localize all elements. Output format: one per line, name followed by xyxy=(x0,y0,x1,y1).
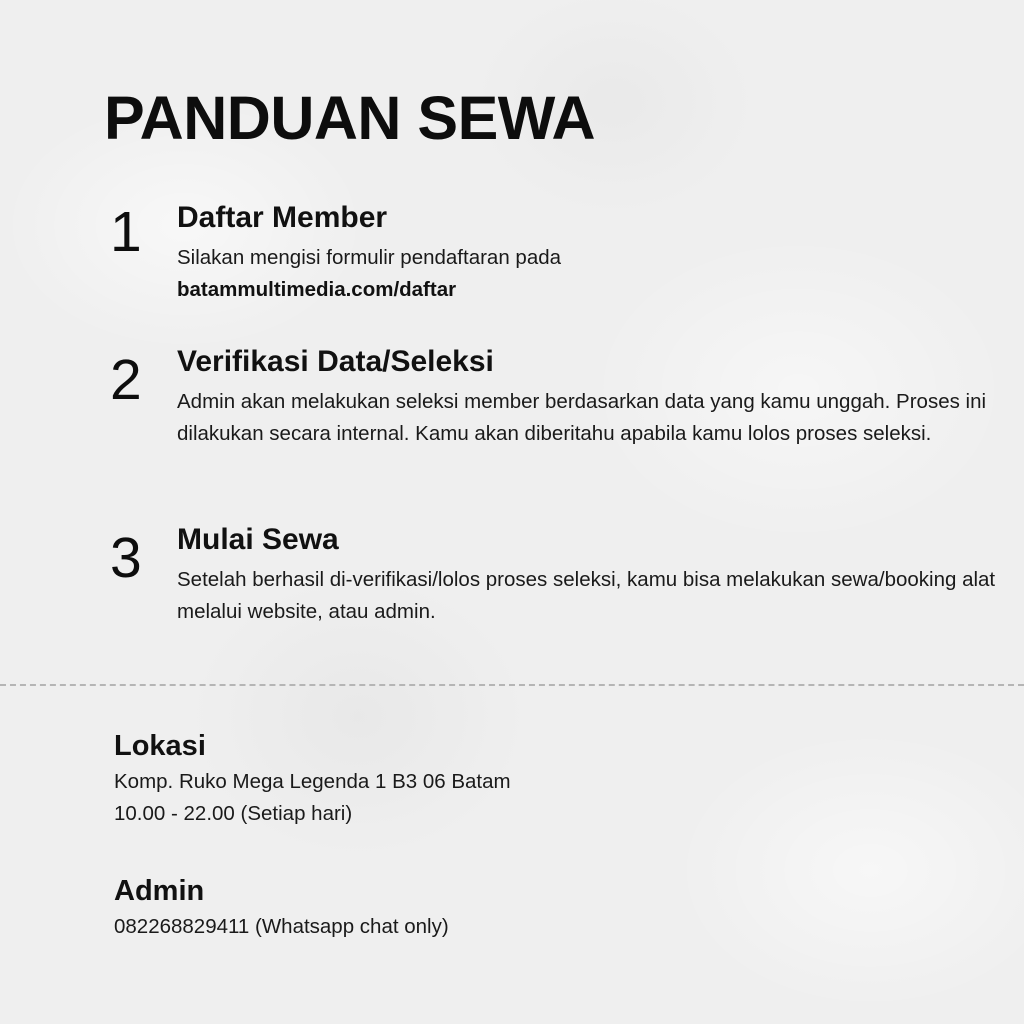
admin-section xyxy=(114,871,994,943)
page-title: PANDUAN SEWA xyxy=(104,84,596,152)
step-number: 2 xyxy=(110,348,142,412)
step-body xyxy=(177,342,1010,450)
step-body xyxy=(177,198,1010,306)
step-heading: Mulai Sewa xyxy=(177,523,339,556)
step-heading: Daftar Member xyxy=(177,201,388,234)
admin-contact: 082268829411 (Whatsapp chat only) xyxy=(114,915,449,938)
admin-heading: Admin xyxy=(114,875,205,907)
step-description: Setelah berhasil di-verifikasi/lolos proses seleksi, kamu bisa melakukan sewa/booking alat melalui website, atau admin. xyxy=(177,568,996,623)
step-body xyxy=(177,520,1010,628)
location-hours: 10.00 - 22.00 (Setiap hari) xyxy=(114,802,353,825)
step-number: 3 xyxy=(110,526,142,590)
registration-link[interactable]: batammultimedia.com/daftar xyxy=(177,278,457,301)
location-address: Komp. Ruko Mega Legenda 1 B3 06 Batam xyxy=(114,770,511,793)
step-heading: Verifikasi Data/Seleksi xyxy=(177,345,494,378)
section-divider xyxy=(0,684,1024,686)
step-number: 1 xyxy=(110,200,142,264)
location-section xyxy=(114,726,994,830)
location-heading: Lokasi xyxy=(114,730,206,762)
step-description xyxy=(177,242,1010,306)
step-description-text: Silakan mengisi formulir pendaftaran pada xyxy=(177,246,562,269)
step-description: Admin akan melakukan seleksi member berdasarkan data yang kamu unggah. Proses ini dilakukan secara internal. Kamu akan diberitahu apabila kamu lolos proses seleksi. xyxy=(177,390,987,445)
